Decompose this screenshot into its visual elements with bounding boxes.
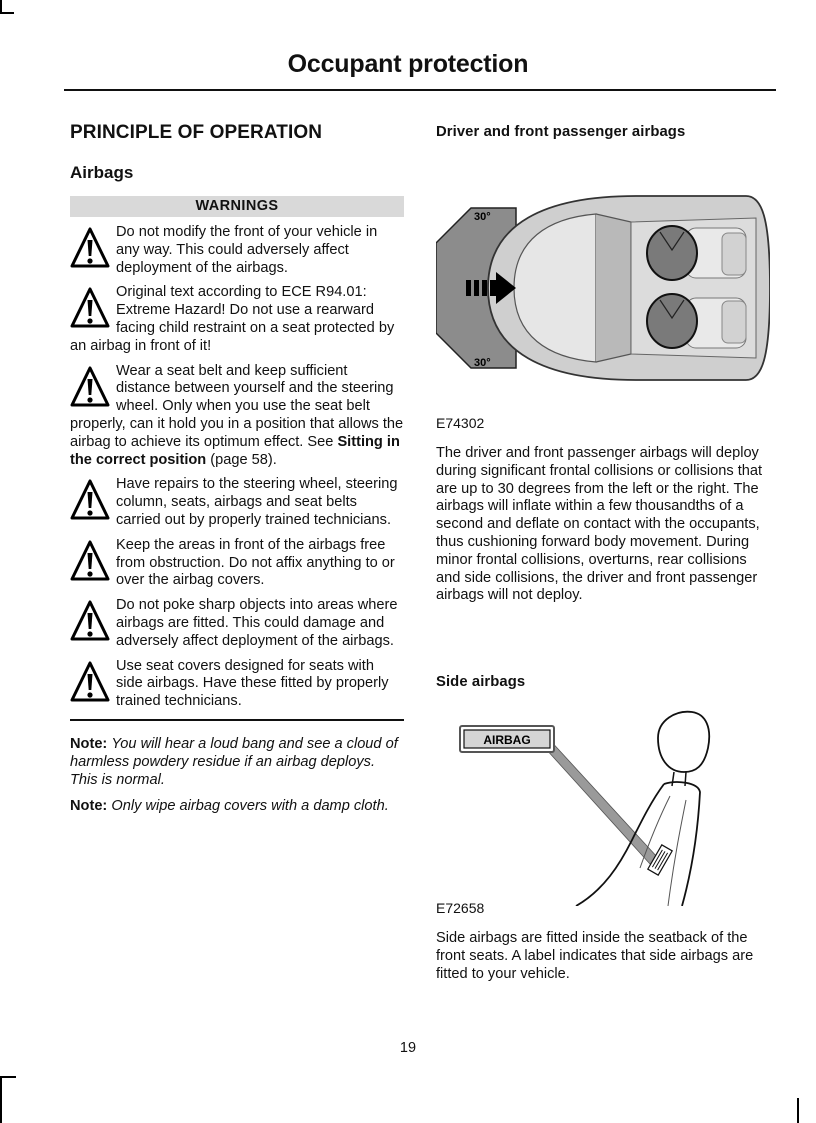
warning-item (70, 284, 404, 355)
left-column (70, 122, 404, 823)
subsection-title: Airbags (70, 163, 134, 182)
warning-text: Use seat covers designed for seats with side airbags. Have these fitted by properly trained technicians. (116, 657, 389, 710)
warning-item (70, 658, 404, 711)
warning-text: Have repairs to the steering wheel, steering column, seats, airbags and seat belts carried out by properly trained technicians. (116, 476, 398, 528)
cross-reference-link[interactable]: Sitting in the correct position (70, 433, 400, 468)
figure-code: E74302 (436, 415, 485, 431)
seat-label-illustration (436, 700, 770, 906)
crop-mark (0, 1076, 16, 1078)
right-column (436, 124, 770, 982)
crop-mark (0, 1076, 2, 1123)
note-label: Note: (70, 735, 108, 752)
side-airbags-paragraph: Side airbags are fitted inside the seatback of the front seats. A label indicates that side airbags are fitted to your vehicle. (436, 930, 754, 982)
front-airbag-diagram (436, 188, 770, 388)
angle-label-top: 30° (474, 211, 491, 223)
warning-triangle-icon (70, 599, 110, 643)
page-reference: (page 58). (206, 451, 277, 468)
warning-triangle-icon (70, 286, 110, 330)
warning-item (70, 537, 404, 590)
car-top-view-illustration (436, 188, 770, 388)
warning-item (70, 476, 404, 529)
warning-item (70, 363, 404, 470)
warning-triangle-icon (70, 660, 110, 704)
title-divider (64, 89, 776, 91)
warning-triangle-icon (70, 478, 110, 522)
side-airbags-heading: Side airbags (436, 674, 526, 690)
warning-text (70, 363, 404, 470)
page-title: Occupant protection (287, 50, 529, 78)
angle-label-bottom: 30° (474, 357, 491, 369)
crop-mark (797, 1098, 799, 1123)
side-airbag-diagram (436, 700, 770, 906)
figure-code: E72658 (436, 900, 485, 916)
page-number: 19 (399, 1040, 417, 1056)
note (70, 735, 404, 789)
warning-item (70, 597, 404, 650)
warning-text: Do not modify the front of your vehicle in any way. This could adversely affect deployment of the airbags. (116, 224, 378, 276)
warning-triangle-icon (70, 226, 110, 270)
warning-triangle-icon (70, 539, 110, 583)
crop-mark (0, 12, 14, 14)
warning-text: Original text according to ECE R94.01: Extreme Hazard! Do not use a rearward facing child restraint on a seat protected by an airbag in front of it! (70, 284, 395, 354)
note-label: Note: (70, 797, 108, 814)
section-title: PRINCIPLE OF OPERATION (70, 122, 323, 143)
warning-text: Keep the areas in front of the airbags free from obstruction. Do not affix anything to or over the airbag covers. (116, 536, 395, 589)
front-airbags-paragraph: The driver and front passenger airbags will deploy during significant frontal collisions or collisions that are up to 30 degrees from the left or the right. The airbags will inflate within a few thousandths of a second and deflate on contact with the occupants, thus cushioning forward body movement. During minor frontal collisions, overturns, rear collisions and side collisions, the driver and front passenger airbags will not deploy. (436, 445, 763, 604)
warning-triangle-icon (70, 365, 110, 409)
note (70, 797, 404, 815)
note-text: Only wipe airbag covers with a damp cloth. (111, 797, 389, 814)
note-text: You will hear a loud bang and see a cloud of harmless powdery residue if an airbag deploys. This is normal. (70, 735, 398, 788)
airbag-label-text: AIRBAG (483, 733, 531, 747)
warnings-end-divider (70, 719, 404, 721)
warnings-header: WARNINGS (70, 196, 404, 217)
airbags-heading: Driver and front passenger airbags (436, 124, 686, 140)
warning-item (70, 224, 404, 277)
warning-text-part: Wear a seat belt and keep sufficient distance between yourself and the steering wheel. Only when you use the seat belt properly, can it hold you in a position that allows the airbag to achieve its optimum effect. See (70, 362, 404, 450)
warning-text: Do not poke sharp objects into areas where airbags are fitted. This could damage and adversely affect deployment of the airbags. (116, 597, 398, 649)
